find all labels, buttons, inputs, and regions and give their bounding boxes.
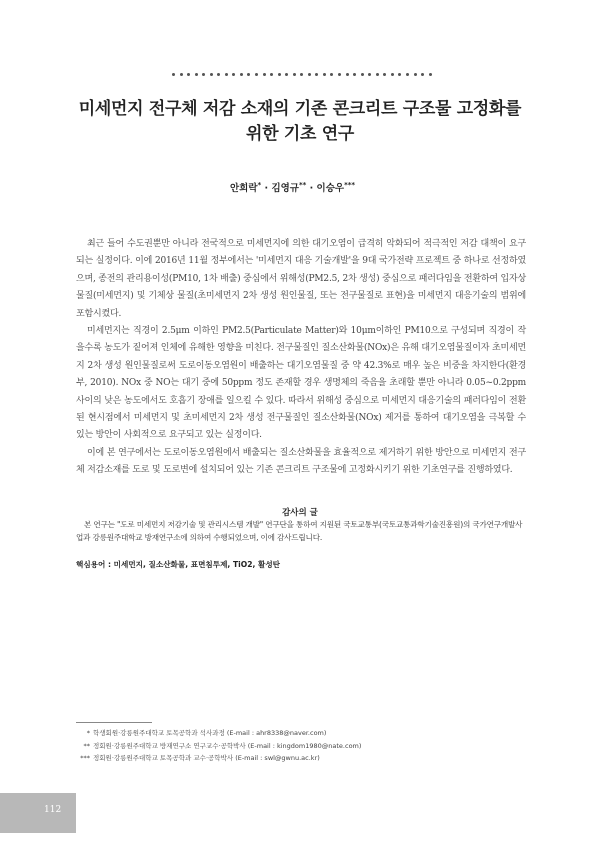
footnote-text: 학생회원·강릉원주대학교 토목공학과 석사과정 (E-mail : ahr8338@naver.com)	[93, 729, 327, 737]
footnote-divider	[76, 722, 152, 723]
footnote	[76, 727, 361, 740]
footnote-text: 정회원·강릉원주대학교 토목공학과 교수·공학박사 (E-mail : swl@gwnu.ac.kr)	[93, 754, 320, 762]
paper-title	[40, 97, 560, 147]
keywords-label: 핵심용어 :	[76, 560, 114, 569]
page-number-tab	[0, 793, 76, 833]
footnote-text: 정회원·강릉원주대학교 방재연구소 연구교수·공학박사 (E-mail : kingdom1980@nate.com)	[93, 741, 362, 750]
title-line-1: 미세먼지 전구체 저감 소재의 기존 콘크리트 구조물 고정화를	[78, 99, 522, 119]
decorative-dot-rule	[172, 73, 432, 76]
author-name: 안희락	[230, 183, 258, 194]
keywords-text: 미세먼지, 질소산화물, 표면침투제, TiO2, 활성탄	[113, 560, 281, 569]
footnote-mark: **	[83, 741, 90, 750]
title-line-2: 위한 기초 연구	[246, 124, 354, 144]
author-mark: *	[257, 180, 262, 189]
abstract-paragraph: 최근 들어 수도권뿐만 아니라 전국적으로 미세먼지에 의한 대기오염이 급격히 악화되어 적극적인 저감 대책이 요구되는 실정이다. 이에 2016년 11월 정부에서는 '미세먼지 대응 기술개발'을 9대 국가전략 프로젝트 중 하나로 선정하였으며, 종전의 관리용이성(PM10, 1차 배출) 중심에서 위해성(PM2.5, 2차 생성) 중심으로 패러다임을 전환하여 입자상 물질(미세먼지) 및 기체상 물질(초미세먼지 2차 생성 원인물질, 또는 전구물질로 표현)을 미세먼지 대응기술의 범위에 포함시켰다.	[76, 239, 526, 319]
footnote-mark: *	[86, 729, 90, 737]
footnote-mark: ***	[80, 754, 90, 762]
footnotes	[76, 727, 361, 765]
author-list: 안희락* · 김영규** · 이승우***	[230, 180, 356, 194]
acknowledgement-heading: 감사의 글	[282, 508, 318, 518]
page-number: 112	[44, 805, 62, 815]
abstract-paragraph: 미세먼지는 직경이 2.5μm 이하인 PM2.5(Particulate Matter)와 10μm이하인 PM10으로 구성되며 직경이 작을수록 농도가 짙어져 인체에 유해한 영향을 미친다. 전구물질인 질소산화물(NOx)은 유해 대기오염물질이자 초미세먼지 2차 생성 원인물질로써 도로이동오염원이 배출하는 대기오염물질 중 약 42.3%로 매우 높은 비중을 차지한다(환경부, 2010). NOx 중 NO는 대기 중에 50ppm 정도 존재할 경우 생명체의 죽음을 초래할 뿐만 아니라 0.05~0.2ppm 사이의 낮은 농도에서도 호흡기 장애를 일으킬 수 있다. 따라서 위해성 중심으로 미세먼지 대응기술의 패러다임이 전환된 현시점에서 미세먼지 및 초미세먼지 2차 생성 전구물질인 질소산화물(NOx) 제거를 통하여 대기오염을 극복할 수 있는 방안이 사회적으로 요구되고 있는 실정이다.	[76, 326, 526, 441]
acknowledgement-text: 본 연구는 "도로 미세먼지 저감기술 및 관리시스템 개발" 연구단을 통하여 지원된 국토교통부(국토교통과학기술진흥원)의 국가연구개발사업과 강릉원주대학교 방재연구소에 의하여 수행되었으며, 이에 감사드립니다.	[76, 520, 523, 542]
footnote	[76, 740, 361, 753]
footnote	[76, 752, 361, 765]
abstract-body	[76, 236, 526, 480]
keywords	[76, 559, 280, 570]
author-name: 이승우	[316, 183, 345, 194]
author-mark: ***	[344, 180, 356, 189]
author-mark: **	[298, 180, 307, 189]
abstract-paragraph: 이에 본 연구에서는 도로이동오염원에서 배출되는 질소산화물을 효율적으로 제거하기 위한 방안으로 미세먼지 전구체 저감소재를 도로 및 도로변에 설치되어 있는 기존 콘크리트 구조물에 고정화시키기 위한 기초연구를 진행하였다.	[76, 447, 526, 476]
author-name: 김영규	[271, 183, 299, 194]
